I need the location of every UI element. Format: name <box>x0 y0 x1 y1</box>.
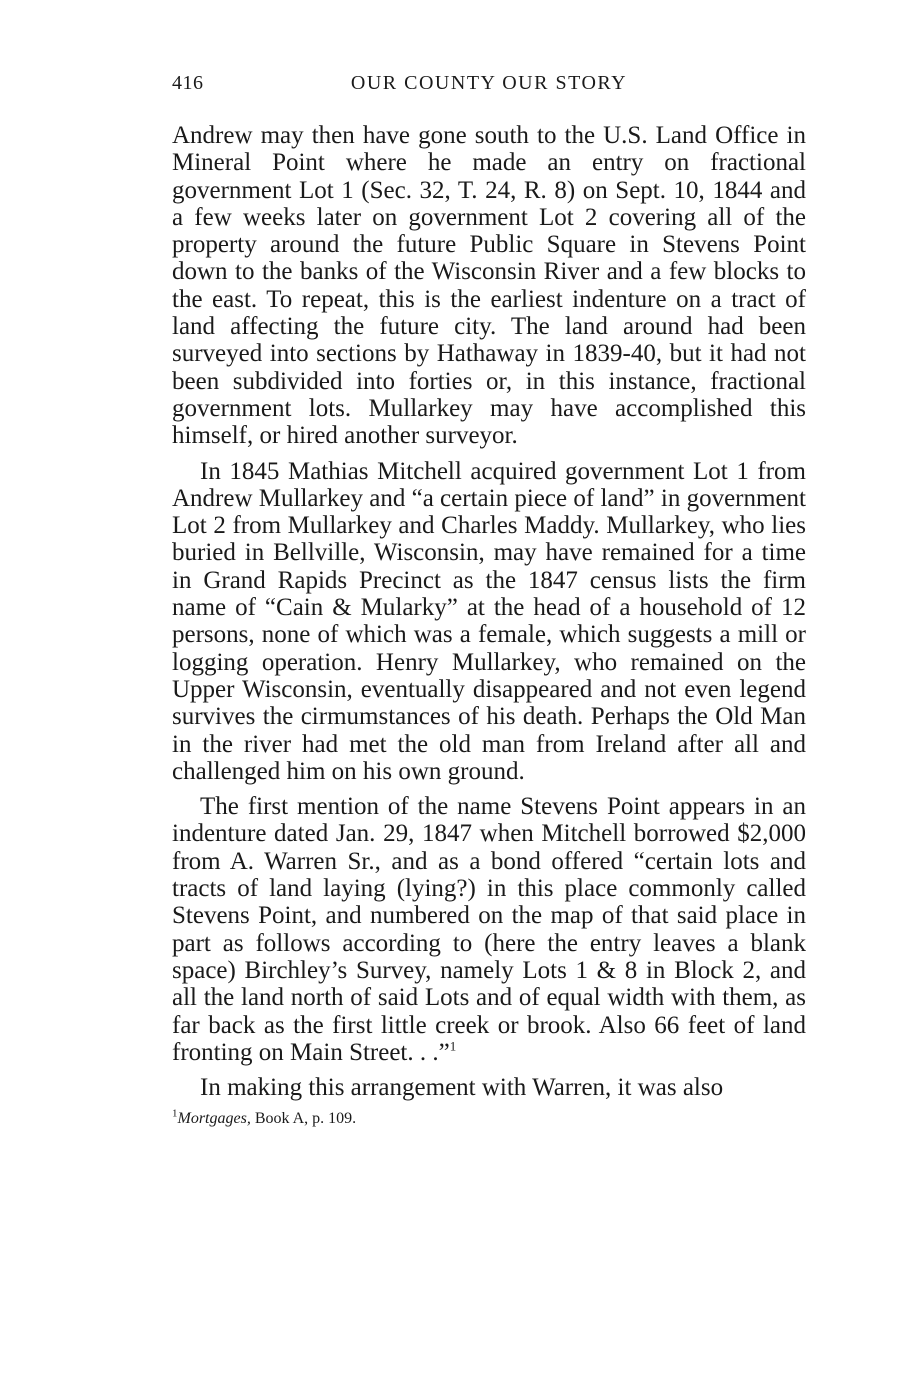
paragraph-2: In 1845 Mathias Mitchell acquired government Lot 1 from Andrew Mullarkey and “a certain piece of land” in government Lot 2 from Mullarkey and Charles Maddy. Mullarkey, who lies buried in Bellville, Wisconsin, may have remained for a time in Grand Rapids Precinct as the 1847 census lists the firm name of “Cain & Mularky” at the head of a household of 12 persons, none of which was a female, which suggests a mill or logging operation. Henry Mullarkey, who remained on the Upper Wisconsin, eventually disappeared and not even legend survives the cirmumstances of his death. Perhaps the Old Man in the river had met the old man from Ireland after all and challenged him on his own ground. <box>172 457 806 785</box>
running-header <box>172 72 806 108</box>
footnote-mark: 1 <box>172 1108 178 1121</box>
footnote-text: Book A, p. 109. <box>250 1110 357 1128</box>
page-number: 416 <box>172 72 204 94</box>
paragraph-4: In making this arrangement with Warren, it was also <box>200 1074 724 1102</box>
running-title: OUR COUNTY OUR STORY <box>350 72 628 94</box>
footnote-title: Mortgages, <box>177 1110 251 1128</box>
paragraph-1: Andrew may then have gone south to the U.S. Land Office in Mineral Point where he made an entry on fractional government Lot 1 (Sec. 32, T. 24, R. 8) on Sept. 10, 1844 and a few weeks later on government Lot 2 covering all of the property around the future Public Square in Stevens Point down to the banks of the Wisconsin River and a few blocks to the east. To repeat, this is the earliest indenture on a tract of land affecting the future city. The land around had been surveyed into sections by Hathaway in 1839-40, but it had not been subdivided into forties or, in this instance, fractional government lots. Mullarkey may have accomplished this himself, or hired another surveyor. <box>172 122 806 450</box>
paragraph-3 <box>172 793 806 1066</box>
book-page <box>172 72 806 1129</box>
footnote-reference: 1 <box>449 1038 457 1054</box>
footnote <box>172 1109 806 1129</box>
paragraph-3-text: The first mention of the name Stevens Point appears in an indenture dated Jan. 29, 1847 when Mitchell borrowed $2,000 from A. Warren Sr., and as a bond offered “certain lots and tracts of land laying (lying?) in this place commonly called Stevens Point, and numbered on the map of that said place in part as follows according to (here the entry leaves a blank space) Birchley’s Survey, namely Lots 1 & 8 in Block 2, and all the land north of said Lots and of equal width with them, as far back as the first little creek or brook. Also 66 feet of land fronting on Main Street. . .” <box>172 793 806 1066</box>
